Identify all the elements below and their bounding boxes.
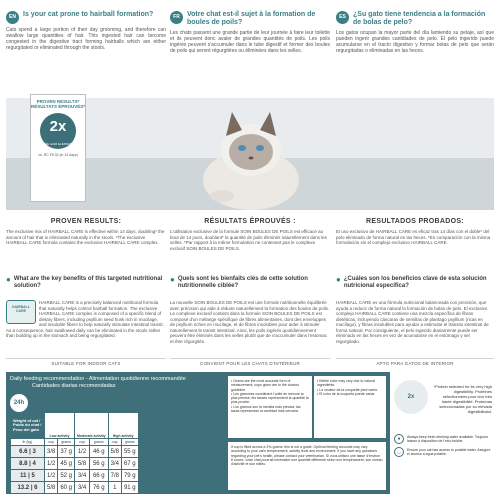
cup-cell: 1/2 <box>45 470 58 482</box>
note-item: • Los gramos son la medida más precisa; las tazas representan la cantidad más cercana. <box>231 404 301 414</box>
right-info-panel <box>390 372 494 494</box>
grams-cell: 79 g <box>121 470 138 482</box>
table-row <box>11 470 139 482</box>
right-info-list <box>394 434 492 460</box>
unit-cup: cup <box>108 439 121 446</box>
question-title-en: Is your cat prone to hairball formation? <box>23 11 154 18</box>
column-fr <box>170 8 330 54</box>
water-drop-icon: ● <box>394 434 404 444</box>
formula-text-en: HAIRBALL CARE is a precisely balanced nutritional formula that naturally helps control hairball formation. The exclusive HAIRBALL CARE complex is composed of a specific blend of dietary fibers, including psyllium seed husk rich in mucilage, and insoluble fibers to help naturally stimulate intestinal transit. As a consequence, hair swallowed daily can be eliminated in the stools rather than building up in the stomach and being regurgitated. <box>6 300 164 338</box>
grams-cell: 56 g <box>89 458 108 470</box>
feeding-notes-b <box>314 376 386 438</box>
feeding-long-text <box>228 442 386 490</box>
grams-cell: 60 g <box>58 482 75 494</box>
cup-cell: 7/8 <box>108 470 121 482</box>
unit-grams: grams <box>89 439 108 446</box>
water-bowl-icon: ◡ <box>394 447 404 457</box>
subquestion-en <box>6 276 166 290</box>
cup-cell: 1 <box>108 482 121 494</box>
table-row <box>11 482 139 494</box>
weight-cell: 11 | 5 <box>11 470 45 482</box>
question-text-es: Los gatos ocupan la mayor parte del día lamiendo su pelaje, así que pueden ingerir grandes cantidades de pelo. El pelo ingerido puede acumularse en el tracto digestivo y formar bolas de pelo que serán regurgitadas o eliminadas en las heces. <box>336 30 494 54</box>
cup-cell: 5/8 <box>45 482 58 494</box>
column-es <box>336 8 494 54</box>
formula-fr <box>170 300 330 344</box>
proven-text-fr: L'utilisation exclusive de la formule SOIN BOULES DE POILS est efficace au bout de 14 jours, doublant* la quantité de poils éliminés naturellement dans les selles. *Par rapport à la même formulation ne contenant pas le complexe exclusif SOIN BOULES DE POILS. <box>170 229 327 251</box>
table-row <box>11 458 139 470</box>
note-item: • Les grammes constituent l'unité de mesure la plus précise; les tasses représentent la quantité la plus proche. <box>231 391 309 405</box>
formula-text-fr: La nouvelle SOIN BOULES DE POILS est une formule nutritionnelle équilibrée avec précision qui aide à réduire naturellement la formation des boules de poils. Le complexe exclusif contient dans la formule SOIN BOULES DE POILS est composé d'un mélange spécifique de fibres alimentaires, dont des enveloppes de psyllium riches en mucilage, et de fibres insolubles pour aider à stimuler naturellement le transit intestinal. Ainsi, les poils ingérés quotidiennement peuvent être éliminés dans les selles plutôt que de s'accumuler dans l'estomac et être régurgités. <box>170 300 330 344</box>
suitable-es: APTO PARA GATOS DE INTERIOR <box>336 358 494 367</box>
result-circle <box>40 113 76 149</box>
activity-moderate: Moderate activity <box>75 413 109 439</box>
question-text-fr: Les chats passent une grande partie de leur journée à faire leur toilette et ils peuvent donc avaler de grandes quantités de poils. Les poils ingérés peuvent s'accumuler dans le tube digestif et former des boules de poils qui seront régurgitées ou éliminées dans les selles. <box>170 30 330 54</box>
hairball-care-badge: HAIRBALL CARE <box>6 300 36 324</box>
activity-low: Low activity <box>45 413 75 439</box>
weight-cell: 13.2 | 6 <box>11 482 45 494</box>
feeding-long-paragraph: If cup is filled across a 3%-grams: this is not a guide. Optimal feeding amounts may vary according to your cat's temperament, activity level and environment. If you have any questions regarding your pet's health, please contact your veterinarian. Si vous utilisez une tasse d'environ 8 onces, votre chat pourrait nécessiter une quantité différente selon son tempérament, son niveau d'activité et son milieu. <box>231 445 383 467</box>
result-note: vs. RC Fit 32 (in 14 days) <box>38 153 78 157</box>
formula-es <box>336 300 494 344</box>
question-title-fr: Votre chat est-il sujet à la formation de boules de poils? <box>187 11 316 26</box>
note-item: • La couleur de la croquette peut varier. <box>317 387 378 392</box>
question-text-en: Cats spend a large portion of their day grooming, and therefore can swallow large quantities of hair. This ingested hair can become congested in the digestive tract forming hairballs which are either regurgitated or eliminated through the stools. <box>6 27 166 51</box>
list-item-text: Ensure your cat has access to potable water. Asegure el acceso a agua potable. <box>407 448 491 456</box>
proven-text-en: The exclusive mix of HAIRBALL CARE is effective within 14 days, doubling* the amount of hair that is eliminated naturally in the stools. *The exclusive HAIRBALL CARE formula contains the exclusive HAIRBALL CARE complex. <box>6 229 165 245</box>
note-item: • El color de la croqueta puede variar. <box>317 391 376 396</box>
subquestion-es <box>336 276 494 290</box>
feeding-table <box>10 412 139 494</box>
result-value: 2x <box>49 118 67 135</box>
cat-image <box>192 98 310 210</box>
feeding-heading-es: Cantidades diarias recomendadas <box>32 383 116 389</box>
weight-cell: 6.6 | 3 <box>11 446 45 458</box>
subquestion-title-es: ¿Cuáles son los beneficios clave de esta solución nutricional específica? <box>343 276 487 289</box>
feeding-heading <box>10 376 210 406</box>
flag-icon-fr: FR <box>170 11 183 24</box>
unit-grams: grams <box>58 439 75 446</box>
cup-cell: 5/8 <box>75 458 90 470</box>
feeding-section <box>6 372 494 494</box>
question-es <box>336 8 494 27</box>
digestibility-text: *Protein selected for its very high digestibility. Protéines sélectionnées pour leur très haute digestibilité. Proteínas seleccionadas por su elevada digestibilidad. <box>433 384 492 414</box>
proven-text-es: El uso exclusivo de HAIRBALL CARE es eficaz tras 14 días con el doble* del pelo eliminado de forma natural en las heces. *En comparación con la misma formulación sin el complejo exclusivo HAIRBALL CARE. <box>336 229 491 245</box>
unit-cup: cup <box>45 439 58 446</box>
activity-high: High activity <box>108 413 138 439</box>
proven-en <box>6 218 166 246</box>
proven-es <box>336 218 494 246</box>
note-item: • Kibble color may vary due to natural ingredients. <box>317 379 376 388</box>
weight-cell: 8.8 | 4 <box>11 458 45 470</box>
formula-en <box>6 300 166 339</box>
arrow-icon: ● <box>6 275 11 284</box>
list-item <box>394 447 492 457</box>
subquestion-title-en: What are the key benefits of this targeted nutritional solution? <box>13 276 163 289</box>
subquestion-title-fr: Quels sont les bienfaits clés de cette solution nutritionnelle ciblée? <box>177 276 308 289</box>
cup-cell: 3/4 <box>75 482 90 494</box>
digestibility-icon: 2x <box>394 380 428 414</box>
flag-icon-es: ES <box>336 11 349 24</box>
grams-cell: 76 g <box>89 482 108 494</box>
hero-banner <box>6 98 494 210</box>
result-caption: MORE HAIR ELIMINATED <box>40 142 76 146</box>
clock-24h-icon: 24h <box>10 394 28 412</box>
grams-cell: 91 g <box>121 482 138 494</box>
note-item: • Grams are the most accurate form of measurement, cups given are to the closest guideline. <box>231 379 299 392</box>
question-title-es: ¿Su gato tiene tendencia a la formación de bolas de pelo? <box>353 11 486 26</box>
unit-cup: cup <box>75 439 90 446</box>
list-item <box>394 434 492 444</box>
grams-cell: 45 g <box>58 458 75 470</box>
proven-title-fr: RÉSULTATS ÉPROUVÉS : <box>204 218 296 225</box>
unit-grams: grams <box>121 439 138 446</box>
grams-cell: 37 g <box>58 446 75 458</box>
grams-cell: 46 g <box>89 446 108 458</box>
feeding-heading-en: Daily feeding recommendation <box>10 376 85 382</box>
grams-cell: 52 g <box>58 470 75 482</box>
weight-label: Weight of cat / Poids du chat / Peso del gato <box>11 413 45 439</box>
formula-text-es: HAIRBALL CARE es una fórmula nutricional balanceada con precisión, que ayuda a reducir de forma natural la formación de bolas de pelo. El exclusivo complejo HAIRBALL CARE contiene una mezcla específica de fibras dietéticas, incluyendo cáscaras de semillas de plantago psyllium (ricas en mucílago), y fibras insolubles para ayudar a estimular el tránsito intestinal de forma natural. Por consiguiente, el pelo ingerido diariamente puede ser eliminado en las heces en vez de acumularse en el estómago y ser regurgitado. <box>336 300 489 344</box>
grams-cell: 67 g <box>121 458 138 470</box>
result-card <box>30 94 86 202</box>
cup-cell: 1/2 <box>75 446 90 458</box>
question-en <box>6 8 166 24</box>
table-row <box>11 446 139 458</box>
cup-cell: 3/8 <box>45 446 58 458</box>
subquestion-fr <box>170 276 330 290</box>
grams-cell: 66 g <box>89 470 108 482</box>
suitable-fr: CONVIENT POUR LES CHATS D'INTÉRIEUR <box>170 358 330 367</box>
arrow-icon: ● <box>170 275 175 284</box>
cup-cell: 5/8 <box>108 446 121 458</box>
cup-cell: 3/4 <box>75 470 90 482</box>
question-fr <box>170 8 330 27</box>
feeding-heading-fr: Alimentation quotidienne recommandée <box>88 376 186 382</box>
suitable-en: SUITABLE FOR INDOOR CATS <box>6 358 166 367</box>
column-en <box>6 8 166 51</box>
unit-label: lb (kg) <box>11 439 45 446</box>
list-item-text: Always keep fresh drinking water available. Toujours laisser à disposition de l'eau fraîche. <box>407 435 489 443</box>
proven-fr <box>170 218 330 251</box>
proven-title-en: PROVEN RESULTS: <box>50 218 122 225</box>
flag-icon-en: EN <box>6 11 19 24</box>
result-card-title: PROVEN RESULTS* RÉSULTATS ÉPROUVÉS* <box>31 99 86 109</box>
feeding-notes-a <box>228 376 312 438</box>
cup-cell: 1/2 <box>45 458 58 470</box>
arrow-icon: ● <box>336 275 341 284</box>
feeding-heading-en-fr: Daily feeding recommendation - Alimentation quotidienne recommandée <box>10 376 186 382</box>
proven-title-es: RESULTADOS PROBADOS: <box>366 218 464 225</box>
cup-cell: 3/4 <box>108 458 121 470</box>
grams-cell: 55 g <box>121 446 138 458</box>
